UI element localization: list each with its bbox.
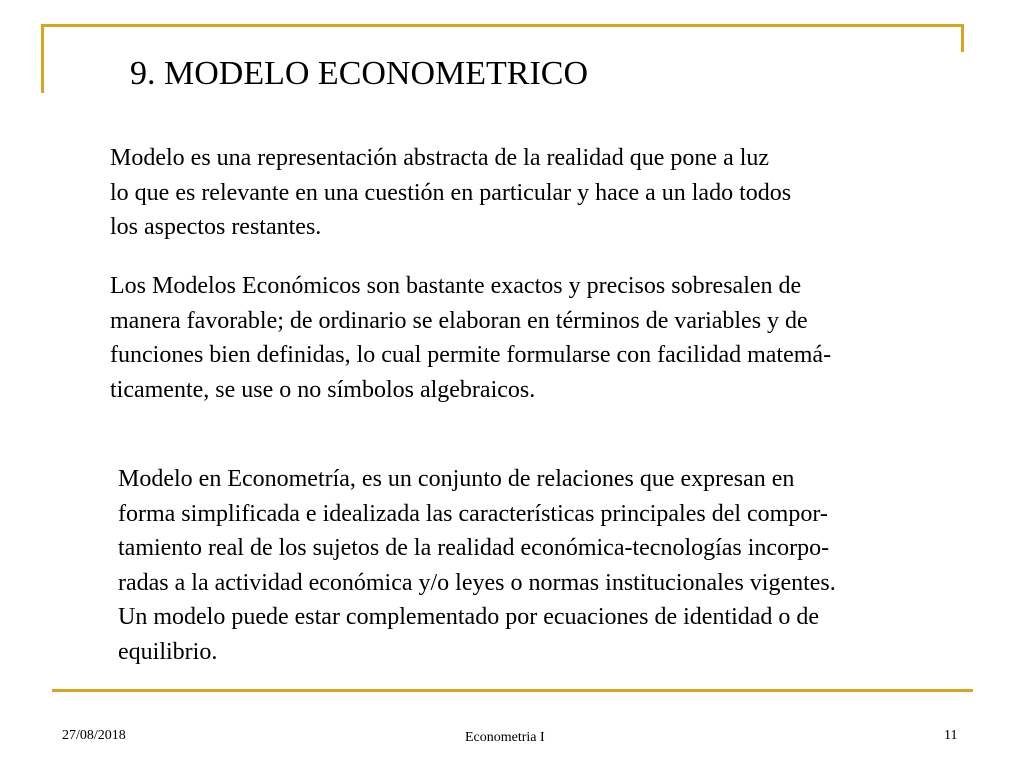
paragraph-line: Modelo en Econometría, es un conjunto de relaciones que expresan en: [118, 466, 795, 492]
page-number: 11: [944, 728, 958, 743]
paragraph-line: equilibrio.: [118, 638, 218, 665]
paragraph-model-definition: [110, 141, 791, 245]
footer-course-title: Econometria I: [465, 730, 545, 745]
footer-rule: [52, 689, 973, 692]
right-frame-rule: [961, 24, 964, 52]
paragraph-line: manera favorable; de ordinario se elaboran en términos de variables y de: [110, 307, 808, 334]
paragraph-line: forma simplificada e idealizada las características principales del compor-: [118, 500, 828, 527]
paragraph-line: funciones bien definidas, lo cual permite formularse con facilidad matemá-: [110, 342, 832, 368]
paragraph-line: tamiento real de los sujetos de la realidad económica-tecnologías incorpo-: [118, 535, 830, 561]
paragraph-line: Los Modelos Económicos son bastante exactos y precisos sobresalen de: [110, 273, 802, 299]
slide-title: 9. MODELO ECONOMETRICO: [130, 55, 589, 92]
paragraph-economic-models: [110, 269, 831, 407]
paragraph-line: lo que es relevante en una cuestión en particular y hace a un lado todos: [110, 179, 792, 206]
footer-date: 27/08/2018: [62, 728, 126, 743]
paragraph-line: ticamente, se use o no símbolos algebraicos.: [110, 376, 536, 403]
paragraph-line: Modelo es una representación abstracta de la realidad que pone a luz: [110, 145, 770, 171]
left-frame-rule: [41, 24, 44, 93]
paragraph-line: radas a la actividad económica y/o leyes o normas institucionales vigentes.: [118, 569, 836, 596]
top-frame-rule: [41, 24, 964, 27]
paragraph-line: Un modelo puede estar complementado por ecuaciones de identidad o de: [118, 604, 820, 630]
paragraph-line: los aspectos restantes.: [110, 214, 322, 240]
paragraph-econometric-model: [118, 462, 836, 669]
